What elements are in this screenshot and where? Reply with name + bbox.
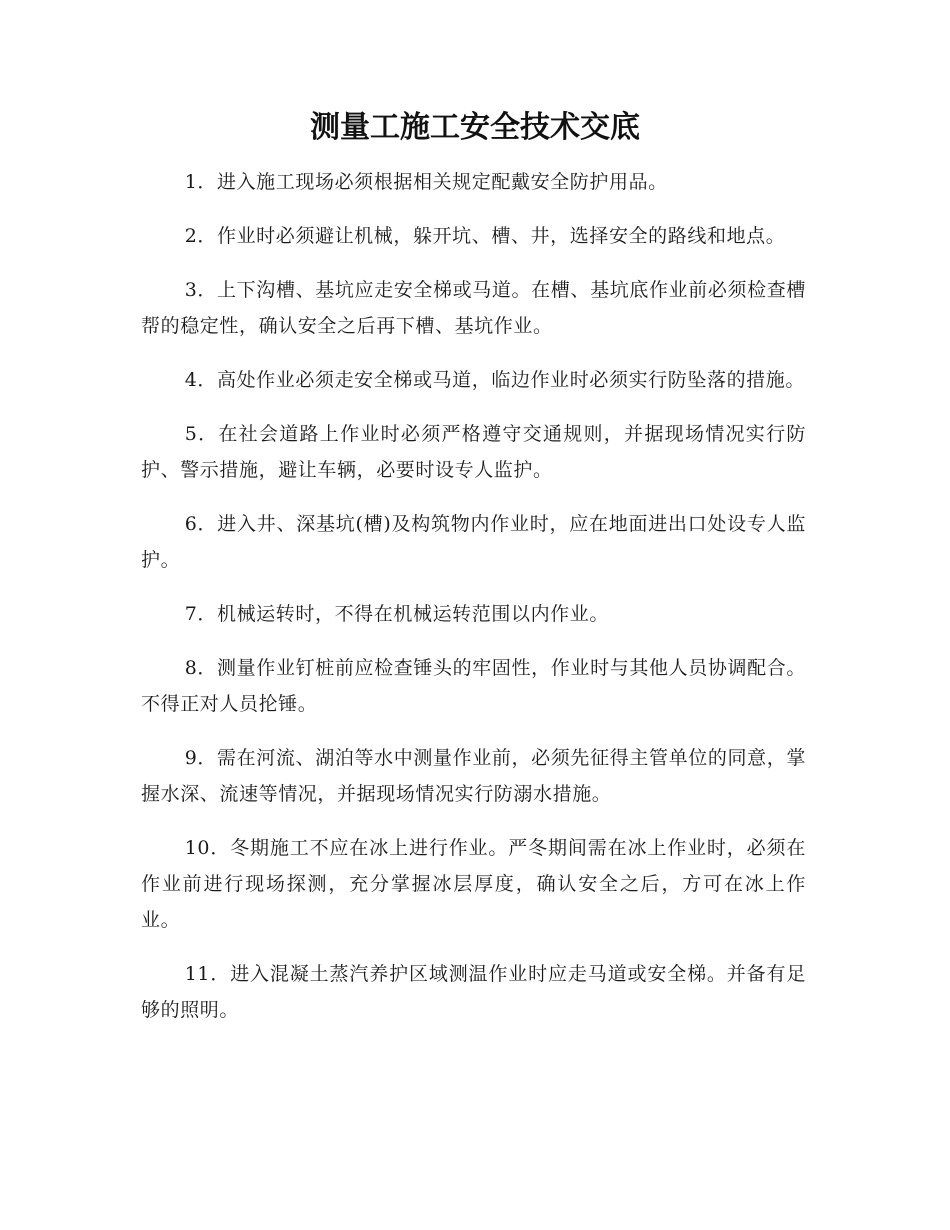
paragraph-4: 4．高处作业必须走安全梯或马道，临边作业时必须实行防坠落的措施。	[184, 369, 805, 391]
document-title: 测量工施工安全技术交底	[310, 110, 640, 145]
paragraph-8: 8．测量作业钉桩前应检查锤头的牢固性，作业时与其他人员协调配合。不得正对人员抡锤。	[141, 657, 806, 715]
paragraph-1: 1．进入施工现场必须根据相关规定配戴安全防护用品。	[184, 171, 668, 193]
document-body	[141, 164, 806, 1046]
paragraph-10: 10．冬期施工不应在冰上进行作业。严冬期间需在冰上作业时，必须在作业前进行现场探测，充分掌握冰层厚度，确认安全之后，方可在冰上作业。	[141, 837, 806, 931]
paragraph-5: 5．在社会道路上作业时必须严格遵守交通规则，并据现场情况实行防护、警示措施，避让车辆，必要时设专人监护。	[141, 423, 806, 481]
paragraph-2: 2．作业时必须避让机械，躲开坑、槽、井，选择安全的路线和地点。	[184, 225, 786, 247]
paragraph-11: 11．进入混凝土蒸汽养护区域测温作业时应走马道或安全梯。并备有足够的照明。	[141, 963, 806, 1021]
paragraph-9: 9．需在河流、湖泊等水中测量作业前，必须先征得主管单位的同意，掌握水深、流速等情况，并据现场情况实行防溺水措施。	[141, 747, 806, 805]
paragraph-3: 3．上下沟槽、基坑应走安全梯或马道。在槽、基坑底作业前必须检查槽帮的稳定性，确认安全之后再下槽、基坑作业。	[141, 279, 806, 337]
paragraph-6: 6．进入井、深基坑(槽)及构筑物内作业时，应在地面进出口处设专人监护。	[141, 513, 806, 571]
paragraph-7: 7．机械运转时，不得在机械运转范围以内作业。	[184, 603, 609, 625]
